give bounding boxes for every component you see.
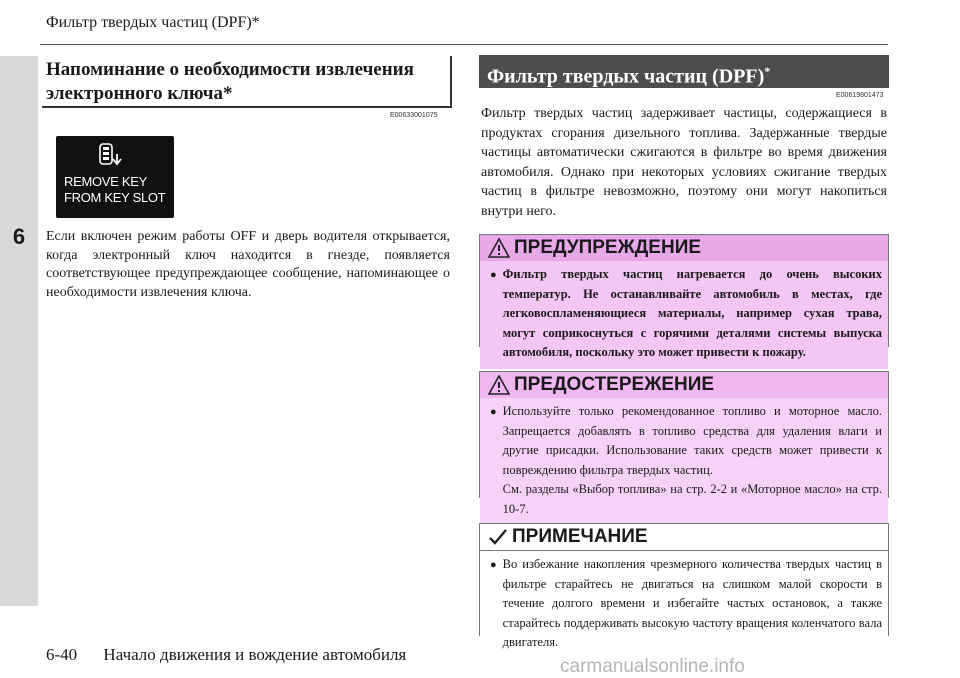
heading-star: * xyxy=(764,64,771,78)
header-divider xyxy=(40,44,888,45)
bullet-icon: ● xyxy=(490,269,497,281)
warning-triangle-icon xyxy=(488,238,510,258)
caution-box xyxy=(479,371,889,516)
caution-text-wrapper xyxy=(503,402,882,519)
section-heading-dpf xyxy=(479,55,889,88)
warning-content xyxy=(480,261,888,369)
caution-title xyxy=(480,372,888,398)
bullet-icon: ● xyxy=(490,406,497,418)
caution-text: Используйте только рекомендованное топливо и моторное масло. Запрещается добавлять в топливо средства для удаления влаги и другие присадки. Использование таких средств может привести к повреждению фильтра твердых частиц. xyxy=(502,404,882,477)
warning-box xyxy=(479,234,889,359)
caution-content xyxy=(480,398,888,525)
page-number: 6-40 xyxy=(46,645,78,664)
checkmark-icon xyxy=(488,527,508,547)
display-text-line-2: FROM KEY SLOT xyxy=(64,190,166,205)
side-strip xyxy=(0,56,38,606)
section-code: E00633001075 xyxy=(390,112,438,119)
right-body-text: Фильтр твердых частиц задерживает частицы, содержащиеся в продуктах сгорания дизельного топлива. Задержанные твердые частицы автоматически сжигаются в фильтре во время движения автомобиля. Однако при некоторых условиях сжигание твердых частиц в фильтре невозможно, поэтому они могут накопиться внутри него. xyxy=(481,106,887,219)
watermark: carmanualsonline.info xyxy=(560,656,745,677)
warning-title xyxy=(480,235,888,261)
heading-line-1: Напоминание о необходимости извлечения xyxy=(46,59,414,80)
left-body-text: Если включен режим работы OFF и дверь водителя открывается, когда электронный ключ находится в гнезде, появляется соответствующее предупреждающее сообщение, напоминающее о необходимости извлечения ключа. xyxy=(46,229,450,300)
note-text: Во избежание накопления чрезмерного количества твердых частиц в фильтре старайтесь не двигаться на слишком малой скорости в течение долгого времени и избегайте частых остановок, а также старайтесь поддерживать высокую частоту вращения коленчатого вала двигателя. xyxy=(502,557,882,649)
caution-reference: См. разделы «Выбор топлива» на стр. 2-2 и «Моторное масло» на стр. 10-7. xyxy=(502,482,882,516)
chapter-tab[interactable]: 6 xyxy=(0,214,38,260)
note-title-text: ПРИМЕЧАНИЕ xyxy=(512,526,648,547)
section-heading-key-reminder xyxy=(42,56,452,108)
section-code: E00619801473 xyxy=(836,92,884,99)
display-text-line-1: REMOVE KEY xyxy=(64,174,147,189)
key-fob-icon xyxy=(94,142,126,170)
warning-triangle-icon xyxy=(488,375,510,395)
note-box xyxy=(479,523,889,649)
heading-line-2: электронного ключа* xyxy=(46,83,233,104)
bullet-icon: ● xyxy=(490,559,497,571)
note-content xyxy=(480,551,888,659)
footer-chapter-title: Начало движения и вождение автомобиля xyxy=(103,645,407,664)
warning-title-text: ПРЕДУПРЕЖДЕНИЕ xyxy=(514,237,702,258)
heading-text: Фильтр твердых частиц (DPF) xyxy=(487,65,765,88)
display-message-image xyxy=(56,136,174,218)
note-title xyxy=(480,524,888,551)
page-header: Фильтр твердых частиц (DPF)* xyxy=(46,14,260,31)
page-footer xyxy=(46,645,406,665)
caution-title-text: ПРЕДОСТЕРЕЖЕНИЕ xyxy=(514,374,715,395)
warning-text: Фильтр твердых частиц нагревается до очень высоких температур. Не останавливайте автомобиль в местах, где легковоспламеняющиеся материалы, например сухая трава, могут соприкоснуться с горячими деталями системы выпуска автомобиля, поскольку это может привести к пожару. xyxy=(502,267,882,359)
